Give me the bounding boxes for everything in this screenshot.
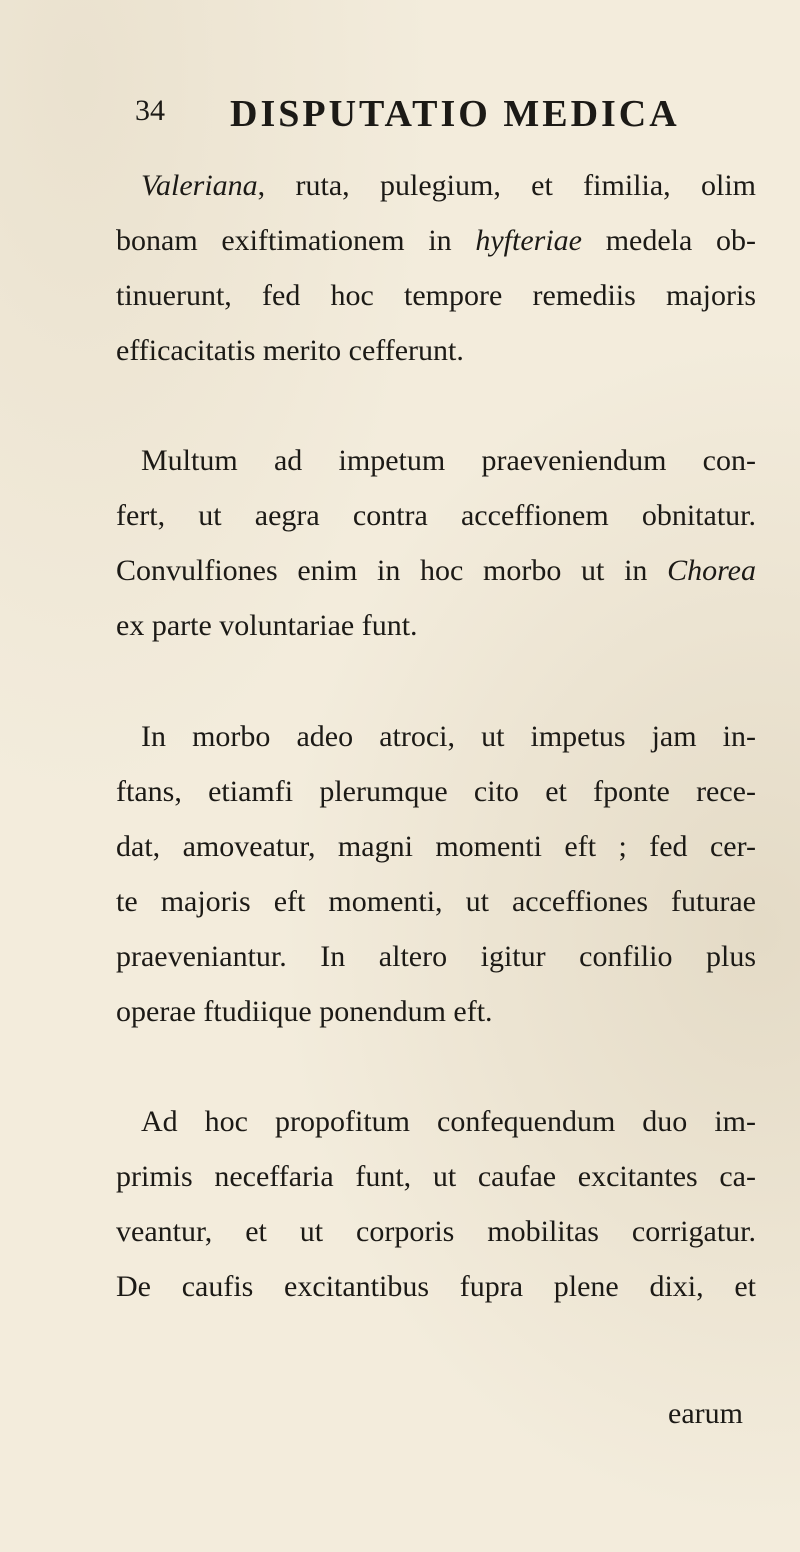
paragraph-line: efficacitatis merito cefferunt. xyxy=(116,334,464,367)
paragraph-line: Multum ad impetum praeveniendum con- xyxy=(141,444,756,477)
running-title: DISPUTATIO MEDICA xyxy=(230,93,680,135)
paragraph-1 xyxy=(116,158,756,378)
paragraph-4 xyxy=(116,1094,756,1314)
paragraph-line: te majoris eft momenti, ut acceffiones futurae xyxy=(116,885,756,918)
paragraph-line: praeveniantur. In altero igitur confilio plus xyxy=(116,940,756,973)
page-number: 34 xyxy=(135,94,165,127)
catchword: earum xyxy=(668,1397,743,1430)
paragraph-line: ftans, etiamfi plerumque cito et fponte rece- xyxy=(116,775,756,808)
paragraph-line: ex parte voluntariae funt. xyxy=(116,609,418,642)
paragraph-line: tinuerunt, fed hoc tempore remediis majoris xyxy=(116,279,756,312)
page-header xyxy=(135,92,775,142)
paragraph-line: Valeriana, ruta, pulegium, et fimilia, olim xyxy=(141,169,756,202)
paragraph-line: In morbo adeo atroci, ut impetus jam in- xyxy=(141,720,756,753)
paragraph-line: operae ftudiique ponendum eft. xyxy=(116,995,493,1028)
paragraph-line: bonam exiftimationem in hyfteriae medela ob- xyxy=(116,224,756,257)
paragraph-line: veantur, et ut corporis mobilitas corrigatur. xyxy=(116,1215,756,1248)
paragraph-line: primis neceffaria funt, ut caufae excitantes ca- xyxy=(116,1160,756,1193)
paragraph-line: De caufis excitantibus fupra plene dixi, et xyxy=(116,1270,756,1303)
paragraph-line: fert, ut aegra contra acceffionem obnitatur. xyxy=(116,499,756,532)
paragraph-3 xyxy=(116,709,756,1039)
paragraph-2 xyxy=(116,433,756,653)
paragraph-line: Ad hoc propofitum confequendum duo im- xyxy=(141,1105,756,1138)
paragraph-line: Convulfiones enim in hoc morbo ut in Chorea xyxy=(116,554,756,587)
paragraph-line: dat, amoveatur, magni momenti eft ; fed cer- xyxy=(116,830,756,863)
